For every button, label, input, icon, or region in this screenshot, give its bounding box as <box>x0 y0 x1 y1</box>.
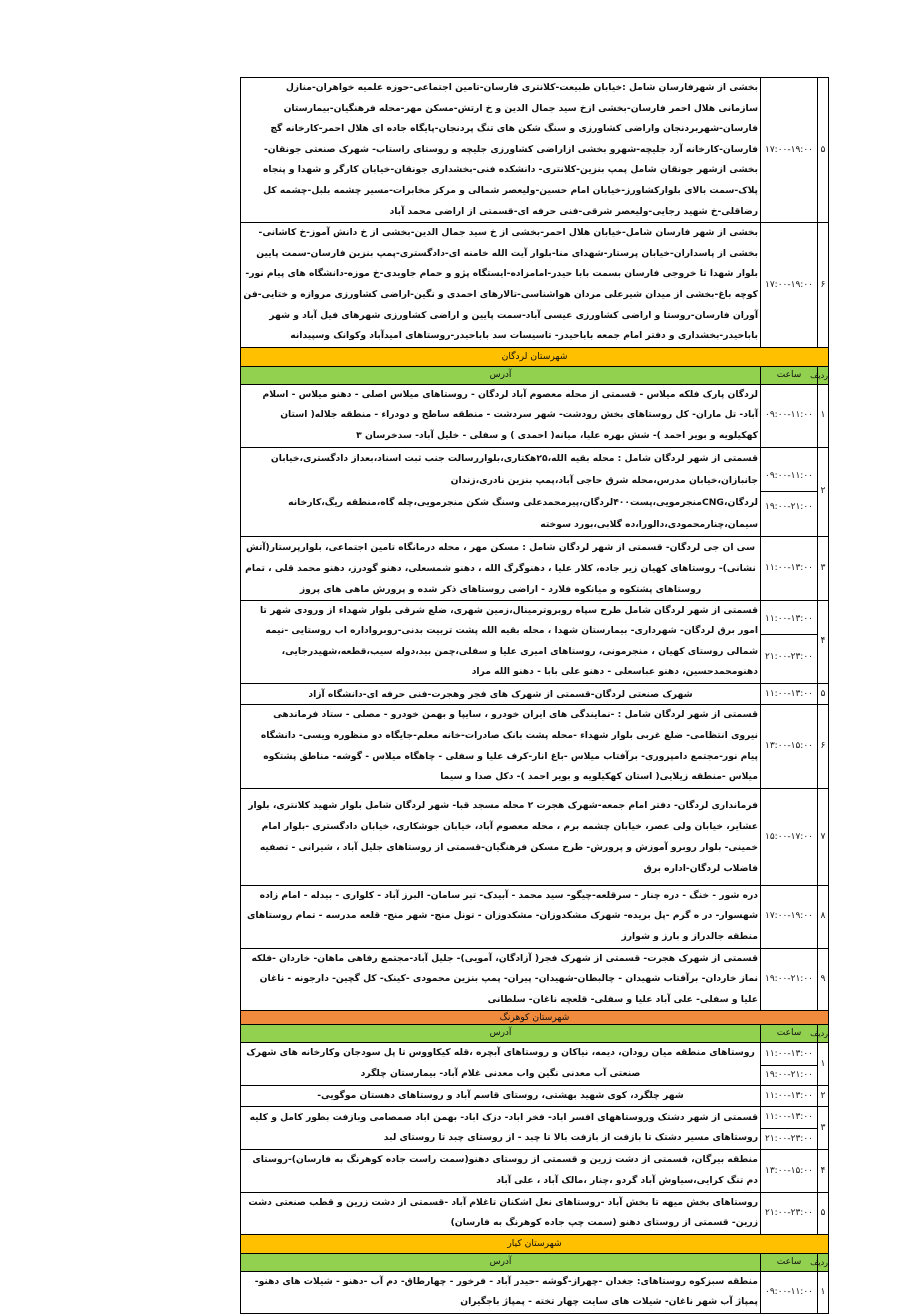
col-header-row: ردیف <box>818 366 829 384</box>
outage-schedule-sheet <box>240 77 829 1314</box>
table-row <box>241 600 829 683</box>
column-header-row <box>241 1253 829 1271</box>
address-cell: قسمتی از شهرک هجرت- قسمتی از شهرک فجر( آزادگان، آمویی)- جلیل آباد-مجتمع رفاهی ماهان- خاردان -فلکه نماز خاردان- برآفتاب شهیدان - چالبطان-شهیدان- پیران- پمپ بنزین محمودی -کینک- کل گچین- دارجونه - ناغان علیا و سفلی- علی آباد علیا و سفلی- قلعچه ناغان- سلطانی <box>241 948 761 1011</box>
address-cell: شهر چلگرد، کوی شهید بهشتی، روستای قاسم آباد و روستاهای دهستان موگویی- <box>241 1085 761 1107</box>
table-row <box>241 1192 829 1234</box>
time-range-1: ۱۱:۰۰-۱۳:۰۰ <box>761 1107 817 1129</box>
row-number: ۶ <box>818 223 829 348</box>
row-number: ۳ <box>818 1107 829 1150</box>
time-range: ۱۵:۰۰-۱۷:۰۰ <box>761 788 818 885</box>
row-number: ۴ <box>818 1150 829 1192</box>
time-range <box>761 1107 818 1150</box>
col-header-time: ساعت <box>761 1253 818 1271</box>
county-header-kiar <box>241 1234 829 1253</box>
row-number: ۹ <box>818 948 829 1011</box>
time-range: ۱۱:۰۰-۱۳:۰۰ <box>761 683 818 705</box>
row-number: ۴ <box>818 600 829 683</box>
time-range: ۱۷:۰۰-۱۹:۰۰ <box>761 885 818 948</box>
table-row <box>241 1150 829 1192</box>
address-cell: قسمتی از شهر لردگان شامل طرح سپاه روبروترمینال،زمین شهری، ضلع شرقی بلوار شهداء از ورودی شهر تا امور برق لردگان- شهرداری- بیمارستان شهدا ، محله بقیه الله پشت تربیت بدنی-روبرواداره اب روستایی -نیمه شمالی روستای کهیان ، منجرمونی، روستاهای امیری علیا و سفلی،چمن بید،دوله سیب،قطعه،شهیدرجایی، دهنومحمدحسین، دهنو عباسعلی - دهنو علی بابا - دهنو الله مراد <box>241 600 761 683</box>
time-range: ۱۷:۰۰-۱۹:۰۰ <box>761 78 818 223</box>
row-number: ۲ <box>818 1085 829 1107</box>
time-range-1: ۰۹:۰۰-۱۱:۰۰ <box>761 461 817 492</box>
row-number: ۵ <box>818 683 829 705</box>
time-range: ۱۳:۰۰-۱۵:۰۰ <box>761 1150 818 1192</box>
address-cell: بخشی از شهر فارسان شامل-خیابان هلال احمر-بخشی از خ سید جمال الدین-بخشی از خ دانش آموز-خ کاشانی-بخشی از پاسداران-خیابان پرستار-شهدای منا-بلوار آیت الله خامنه ای-دادگستری-پمپ بنزین فارسان-سمت پایین بلوار شهدا تا خروجی فارسان بسمت بابا حیدر-امامزاده-ایستگاه پژو و حمام جاویدی-خ موزه-دانشگاه های پیام نور-کوچه باغ-بخشی از میدان شیرعلی مردان هواشناسی-تالارهای احمدی و نگین-اراضی کشاورزی مروازه و ختایی-فن آوران فارسان-روستا و اراضی کشاورزی عیسی آباد-سمت پایین و اراضی کشاورزی شهرهای فیل آباد و شهر باباحیدر-بخشداری و دفتر امام جمعه باباحیدر- تاسیسات سد باباحیدر-روستاهای امیدآباد وکوانک وسپیدانه <box>241 223 761 348</box>
time-range-2: ۱۹:۰۰-۲۱:۰۰ <box>765 1069 813 1080</box>
col-header-address: آدرس <box>241 1025 761 1043</box>
table-row <box>241 536 829 600</box>
address-cell: فرمانداری لردگان- دفتر امام جمعه-شهرک هجرت ۲ محله مسجد قبا- شهر لردگان شامل بلوار شهید کلانتری، بلوار عشایر، خیابان ولی عصر، خیابان چشمه برم ، محله معصوم آباد، خیابان جوشکاری، خیابان دادگستری -بلوار امام خمینی- بلوار روبرو آموزش و پرورش- طرح مسکن فرهنگیان-قسمتی از روستاهای جلیل آباد ، شیرانی - تصفیه فاضلاب لردگان-اداره برق <box>241 788 761 885</box>
time-range: ۱۱:۰۰-۱۳:۰۰ <box>761 536 818 600</box>
col-header-time: ساعت <box>761 1025 818 1043</box>
time-range: ۰۹:۰۰-۱۱:۰۰ <box>761 1271 818 1313</box>
row-number: ۳ <box>818 536 829 600</box>
address-cell: قسمتی از شهر لردگان شامل : -نمایندگی های ایران خودرو ، سایپا و بهمن خودرو - مصلی - ستاد فرماندهی نیروی انتظامی- ضلع غربی بلوار شهداء -محله پشت بانک صادرات-خانه معلم-جایگاه دو منظوره ویسی- دانشگاه پیام نور-مجتمع دامپروری- برآفتاب میلاس -باغ انار-کرف علیا و سفلی - چاهگاه میلاس - گوشه- مناطق پشتکوه میلاس -منطقه زیلایی( استان کهکیلویه و بویر احمد )- دکل صدا و سیما <box>241 705 761 788</box>
time-range <box>761 1043 818 1085</box>
row-number: ۱ <box>818 384 829 447</box>
row-number: ۲ <box>818 447 829 536</box>
time-range <box>761 447 818 536</box>
col-header-address: آدرس <box>241 366 761 384</box>
table-row <box>241 683 829 705</box>
column-header-row <box>241 366 829 384</box>
time-range-2: ۲۱:۰۰-۲۳:۰۰ <box>765 652 813 663</box>
county-title: شهرستان لردگان <box>241 347 829 366</box>
address-cell: دره شور - خنگ - دره چنار - سرقلعه-چیگو- سید محمد - آبیدک- تیر سامان- البرز آباد - کلواری - بیدله - امام زاده شهسوار- در ه گرم -پل بریده- شهرک مشکدوزان- مشکدوزان - تونل منج- شهر منج- قلعه مدرسه - تمام روستاهای منطقه جالدراز و بارز و شوارز <box>241 885 761 948</box>
time-range: ۱۱:۰۰-۱۳:۰۰ <box>761 1085 818 1107</box>
time-range-1: ۱۱:۰۰-۱۳:۰۰ <box>761 604 817 635</box>
table-row <box>241 384 829 447</box>
address-cell: روستاهای بخش میهه تا بخش آباد -روستاهای نعل اشکنان تاغلام آباد -قسمتی از دشت زرین و قطب صنعتی دشت زرین- قسمتی از روستای دهنو (سمت چپ جاده کوهرنگ به فارسان) <box>241 1192 761 1234</box>
time-range: ۱۷:۰۰-۱۹:۰۰ <box>761 223 818 348</box>
row-number: ۷ <box>818 788 829 885</box>
table-row <box>241 78 829 223</box>
row-number: ۱ <box>818 1271 829 1313</box>
address-cell: شهرک صنعتی لردگان-قسمتی از شهرک های فجر وهجرت-فنی حرفه ای-دانشگاه آزاد <box>241 683 761 705</box>
table-row <box>241 788 829 885</box>
row-number: ۶ <box>818 705 829 788</box>
table-row <box>241 223 829 348</box>
time-range-2: ۱۹:۰۰-۲۱:۰۰ <box>765 502 813 512</box>
table-row <box>241 1085 829 1107</box>
county-title: شهرستان کیار <box>241 1234 829 1253</box>
address-cell: منطقه بیرگان، قسمتی از دشت زرین و قسمتی از روستای دهنو(سمت راست جاده کوهرنگ به فارسان)-روستای دم تنگ کرایی،سیاوش آباد گردو ،چنار ،مالک آباد ، علی آباد <box>241 1150 761 1192</box>
address-cell: سی ان جی لردگان- قسمتی از شهر لردگان شامل : مسکن مهر ، محله درمانگاه تامین اجتماعی، بلوارپرستار(آتش نشانی)- روستاهای کهیان زیر جاده، کلار علیا ، دهنوگرگ الله ، دهنو شمسعلی، دهنو گودرز، دهنو محمد قلی ، تمام روستاهای پشتکوه و میانکوه فلارد - اراضی روستاهای ذکر شده و پرورش ماهی های پروز <box>241 536 761 600</box>
time-range: ۱۳:۰۰-۱۵:۰۰ <box>761 705 818 788</box>
address-cell: قسمتی از شهر دشتک وروستاههای افسر اباد- فخر اباد- دزک اباد- بهمن اباد صمصامی وبازفت بطور کامل و کلیه روستاهای مسیر دشتک تا بازفت از بازفت بالا تا چبد - از روستای چبد تا روستای لبد <box>241 1107 761 1150</box>
county-header-lordegan <box>241 347 829 366</box>
table-row <box>241 885 829 948</box>
address-cell: روستاهای منطقه میان رودان، دیمه، نیاکان و روستاهای آبچره ،قله کیکاووس تا پل سودجان وکارخانه های شهرک صنعتی آب معدنی نگین واب معدنی غلام آباد- بیمارستان چلگرد <box>241 1043 761 1085</box>
col-header-time: ساعت <box>761 366 818 384</box>
row-number: ۵ <box>818 78 829 223</box>
table-row <box>241 705 829 788</box>
row-number: ۵ <box>818 1192 829 1234</box>
time-range: ۲۱:۰۰-۲۳:۰۰ <box>761 1192 818 1234</box>
table-row <box>241 447 829 536</box>
schedule-table <box>240 77 829 1314</box>
address-cell: قسمتی از شهر لردگان شامل : محله بقیه الله،۲۵هکتاری،بلواررسالت جنب ثبت اسناد،بعداز دادگستری،خیابان جانبازان،خیابان مدرس،محله شرق حاجی آباد،پمپ بنزین نادری،زندان لردگان،CNGمنجرمویی،پست۴۰۰لردگان،پیرمحمدعلی وسنگ شکن منجرمویی،چله گاه،منطقه ریگ،کارخانه سیمان،چنارمحمودی،دالورا،ده گلابی،بورد سوخته <box>241 447 761 536</box>
col-header-row: ردیف <box>818 1253 829 1271</box>
county-header-kuhrang <box>241 1011 829 1025</box>
col-header-address: آدرس <box>241 1253 761 1271</box>
time-range-1: ۱۱:۰۰-۱۳:۰۰ <box>761 1044 817 1066</box>
table-row <box>241 1043 829 1085</box>
table-row <box>241 1107 829 1150</box>
column-header-row <box>241 1025 829 1043</box>
address-cell: بخشی از شهرفارسان شامل :خیابان طبیعت-کلانتری فارسان-تامین اجتماعی-حوزه علمیه خواهران-منازل سازمانی هلال احمر فارسان-بخشی ازخ سید جمال الدین و خ ارتش-مسکن مهر-محله فرهنگیان-بیمارستان فارسان-شهربردنجان واراضی کشاورزی و سنگ شکن های تنگ پردنجان-پایگاه جاده ای هلال احمر-کارخانه گچ فارسان-کارخانه آرد جلیچه-شهرو بخشی ازاراضی کشاورزی جلیچه و روستای راستاب- شهرک صنعتی جونقان-بخشی ازشهر جونقان شامل پمپ بنزین-کلانتری- دانشکده فنی-بخشداری جونقان-خیابان کارگر و شهدا و پنجاه پلاک-سمت بالای بلوارکشاورز-خیابان امام حسین-ولیعصر شمالی و مرکز مخابرات-مسیر چشمه بلبل-چشمه کل رضاقلی-خ شهید رجایی-ولیعصر شرقی-فنی حرفه ای-قسمتی از اراضی محمد آباد <box>241 78 761 223</box>
time-range: ۰۹:۰۰-۱۱:۰۰ <box>761 384 818 447</box>
row-number: ۸ <box>818 885 829 948</box>
address-cell: لردگان پارک فلکه میلاس - قسمتی از محله معصوم آباد لردگان - روستاهای میلاس اصلی - دهنو میلاس - اسلام آباد- تل ماران- کل روستاهای بخش رودشت- شهر سردشت - منطقه ساطح و دودراء - منطقه جلاله( استان کهکیلویه و بویر احمد )- شش بهره علیا، میانه( احمدی ) و سفلی - خلیل آباد- سدخرسان ۳ <box>241 384 761 447</box>
time-range <box>761 600 818 683</box>
col-header-row: ردیف <box>818 1025 829 1043</box>
table-row <box>241 1271 829 1313</box>
time-range-2: ۲۱:۰۰-۲۳:۰۰ <box>765 1133 813 1144</box>
table-row <box>241 948 829 1011</box>
county-title: شهرستان کوهرنگ <box>241 1011 829 1025</box>
address-cell: منطقه سبزکوه روستاهای: جغدان -چهراز-گوشه -حیدر آباد - فرخور - چهارطاق- دم آب -دهنو - شیلات های دهنو- پمپاژ آب شهر ناغان- شیلات های سایت چهار تخته - پمپاژ باجگیران <box>241 1271 761 1313</box>
time-range: ۱۹:۰۰-۲۱:۰۰ <box>761 948 818 1011</box>
row-number: ۱ <box>818 1043 829 1085</box>
